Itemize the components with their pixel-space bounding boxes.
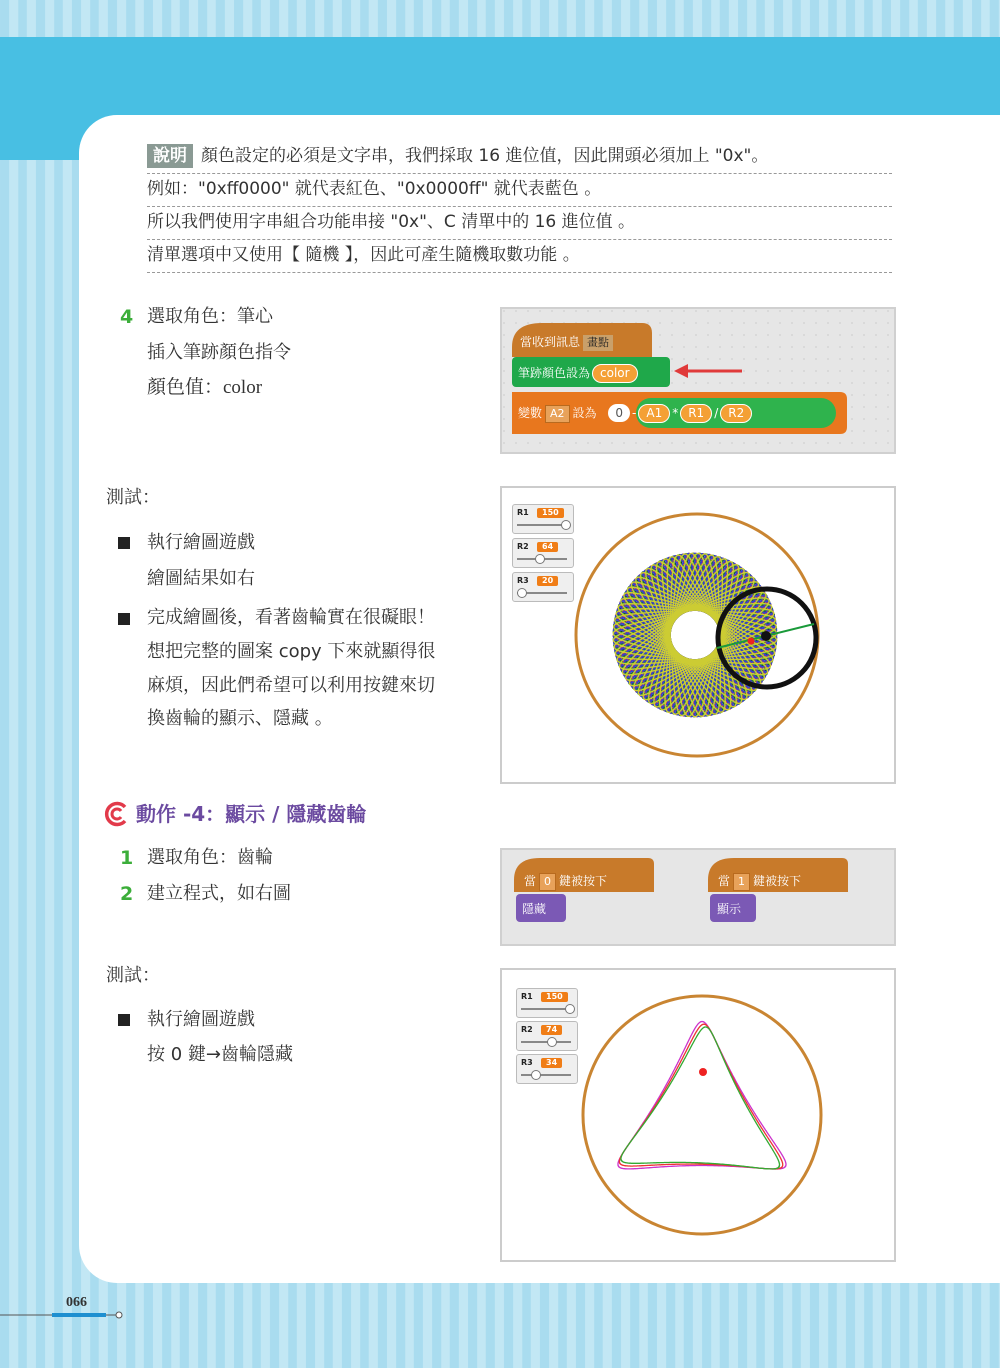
message-dropdown[interactable]: 畫點 [583,335,613,351]
monitor-value: 150 [537,508,564,518]
spirograph-curve [618,1022,786,1170]
color-variable-reporter[interactable]: color [592,364,638,383]
variable-dropdown[interactable]: A2 [545,405,570,423]
test1-bullet2-line3: 麻煩，因此們希望可以利用按鍵來切 [147,675,435,696]
code-panel2-bg [502,850,894,944]
bullet-icon [118,1014,130,1026]
bullet-icon [118,613,130,625]
step-number: 1 [120,847,134,869]
step4-line-1: 選取角色：筆心 [147,306,273,327]
when-receive-label: 當收到訊息 [520,335,581,349]
monitor-label: R1 [521,992,533,1001]
set-variable-label: 變數 [518,406,543,420]
note-text-1: 顏色設定的必須是文字串，我們採取 16 進位值，因此開頭必須加上 "0x"。 [201,146,769,166]
set-pen-color-block[interactable] [518,362,640,384]
key-pressed-label: 鍵被按下 [753,874,802,888]
test-heading-2: 測試： [106,965,160,986]
test-heading-1: 測試： [106,487,160,508]
monitor-label: R2 [517,542,529,551]
monitor-label: R2 [521,1025,533,1034]
spirograph-drawing [502,488,894,782]
page-number: 066 [66,1295,87,1310]
outer-ring [583,996,821,1234]
when-key-0-block[interactable] [524,870,607,892]
page-number-rule [0,1306,130,1322]
hide-block[interactable]: 隱藏 [522,902,547,916]
key-dropdown-0[interactable]: 0 [539,873,556,891]
stage-output-gear-hidden [500,968,896,1262]
note-badge: 說明 [147,144,193,168]
monitor-value: 74 [541,1025,562,1035]
spirograph-curves [618,1022,786,1170]
code-panel-gear [500,848,896,946]
section-c-icon [104,801,130,827]
set-variable-block[interactable] [518,402,754,424]
key-pressed-label: 鍵被按下 [559,874,608,888]
when-label: 當 [718,874,731,888]
test1-bullet1-line1: 執行繪圖遊戲 [147,532,255,553]
monitor-label: R3 [521,1058,533,1067]
code-panel-pen [500,307,896,454]
times-operator: * [672,406,679,420]
test1-bullet2-line1: 完成繪圖後，看著齒輪實在很礙眼！ [147,607,435,628]
divide-operator: / [714,406,719,420]
r1-reporter[interactable]: R1 [680,404,712,423]
when-receive-block[interactable] [520,331,616,353]
monitor-label: R3 [517,576,529,585]
monitor-value: 64 [537,542,558,552]
step2-text: 建立程式，如右圖 [147,883,291,904]
step-number: 4 [120,306,134,328]
a1-reporter[interactable]: A1 [638,404,670,423]
step4-line-2: 插入筆跡顏色指令 [147,342,291,363]
pen-dot [699,1068,707,1076]
when-key-1-block[interactable] [718,870,801,892]
monitor-value: 34 [541,1058,562,1068]
note-line-2 [147,173,892,207]
spirograph-curve [619,1024,782,1169]
section-title: 動作 -4：顯示 / 隱藏齒輪 [136,802,367,826]
note-line-1 [147,140,892,174]
gear-center-dot [761,631,771,641]
step4-line-3: 顏色值：color [147,377,263,398]
show-block[interactable]: 顯示 [717,902,742,916]
r2-reporter[interactable]: R2 [720,404,752,423]
step-number: 2 [120,883,134,905]
monitor-label: R1 [517,508,529,517]
zero-input[interactable]: 0 [608,404,630,422]
spirograph-curve [621,1027,780,1169]
test2-bullet1-line1: 執行繪圖遊戲 [147,1009,255,1030]
test1-bullet1-line2: 繪圖結果如右 [147,568,255,589]
bullet-icon [118,537,130,549]
set-pen-color-label: 筆跡顏色設為 [518,366,591,380]
note-text-4: 清單選項中又使用【 隨機 】，因此可產生隨機取數功能 。 [147,245,580,265]
monitor-value: 150 [541,992,568,1002]
section-heading [104,798,366,827]
stage-output-with-gear [500,486,896,784]
note-line-4 [147,239,892,273]
spirograph-drawing-2 [502,970,894,1260]
test1-bullet2-line2: 想把完整的圖案 copy 下來就顯得很 [147,641,436,662]
note-line-3 [147,206,892,240]
set-to-label: 設為 [572,406,597,420]
spirograph-curves [613,553,777,717]
minus-operator: - [632,406,637,420]
note-text-3: 所以我們使用字串組合功能串接 "0x"、C 清單中的 16 進位值 。 [147,212,636,232]
pen-dot [748,638,755,645]
test2-bullet1-line2: 按 0 鍵→齒輪隱藏 [147,1044,293,1065]
step1-text: 選取角色：齒輪 [147,847,273,868]
test1-bullet2-line4: 換齒輪的顯示、隱藏 。 [147,708,333,729]
monitor-value: 20 [537,576,558,586]
note-text-2: 例如："0xff0000" 就代表紅色、"0x0000ff" 就代表藍色 。 [147,179,602,199]
outer-ring [576,514,818,756]
key-dropdown-1[interactable]: 1 [733,873,750,891]
when-label: 當 [524,874,537,888]
